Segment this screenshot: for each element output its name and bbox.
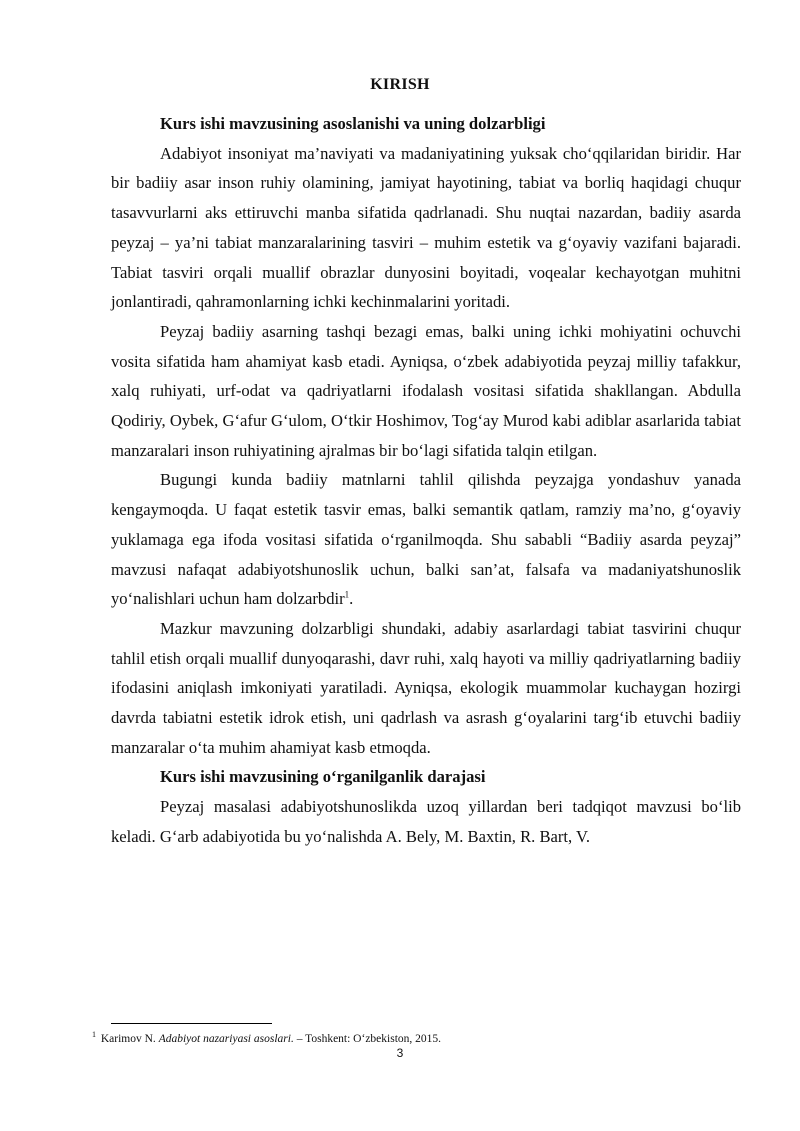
paragraph-2: Peyzaj badiiy asarning tashqi bezagi emas, balki uning ichki mohiyatini ochuvchi vosita sifatida ham ahamiyat kasb etadi. Ayniqsa, o‘zbek adabiyotida peyzaj milliy tafakkur, xalq ruhiyati, urf-odat va qadriyatlarni ifodalash vositasi sifatida shakllangan. Abdulla Qodiriy, Oybek, G‘afur G‘ulom, O‘tkir Hoshimov, Tog‘ay Murod kabi adiblar asarlarida tabiat manzaralari inson ruhiyatining ajralmas bir bo‘lagi sifatida talqin etilgan. <box>111 321 741 460</box>
section-heading-study-level: Kurs ishi mavzusining o‘rganilganlik darajasi <box>160 767 486 787</box>
page-title: KIRISH <box>370 76 430 93</box>
paragraph-4: Mazkur mavzuning dolzarbligi shundaki, adabiy asarlardagi tabiat tasvirini chuqur tahlil etish orqali muallif dunyoqarashi, davr ruhi, xalq hayoti va milliy qadriyatlarning badiiy ifodasini aniqlash imkoniyati yaratiladi. Ayniqsa, ekologik muammolar kuchaygan hozirgi davrda tabiatni estetik idrok etish, uni qadrlash va asrash g‘oyalarini targ‘ib etuvchi badiiy manzaralar o‘ta muhim ahamiyat kasb etmoqda. <box>111 618 741 757</box>
body-text <box>111 109 741 852</box>
paragraph-5: Peyzaj masalasi adabiyotshunoslikda uzoq yillardan beri tadqiqot mavzusi bo‘lib keladi. G‘arb adabiyotida bu yo‘nalishda A. Bely, M. Baxtin, R. Bart, V. <box>111 797 741 846</box>
footnote-book-title: Adabiyot nazariyasi asoslari. <box>158 1033 294 1045</box>
paragraph-3-end: . <box>349 589 354 609</box>
footnote-marker: 1 <box>92 1030 96 1040</box>
footnote-publication: – Toshkent: O‘zbekiston, 2015. <box>296 1033 442 1045</box>
page-number: 3 <box>396 1046 404 1060</box>
paragraph-1: Adabiyot insoniyat ma’naviyati va madaniyatining yuksak cho‘qqilaridan biridir. Har bir badiiy asar inson ruhiy olamining, jamiyat hayotining, tabiat va borliq haqidagi chuqur tasavvurlarni aks ettiruvchi manba sifatida qadrlanadi. Shu nuqtai nazardan, badiiy asarda peyzaj – ya’ni tabiat manzaralarining tasviri – muhim estetik va g‘oyaviy vazifani bajaradi. Tabiat tasviri orqali muallif obrazlar dunyosini boyitadi, voqealar kechayotgan muhitni jonlantiradi, qahramonlarning ichki kechinmalarini yoritadi. <box>111 143 741 312</box>
section-heading-relevance: Kurs ishi mavzusining asoslanishi va uning dolzarbligi <box>160 114 546 133</box>
footnote-reference[interactable]: 1 <box>344 589 350 600</box>
paragraph-3 <box>111 465 741 614</box>
footnote-separator <box>111 1023 272 1024</box>
paragraph-3-text: Bugungi kunda badiiy matnlarni tahlil qilishda peyzajga yondashuv yanada kengaymoqda. U faqat estetik tasvir emas, balki semantik qatlam, ramziy ma’no, g‘oyaviy yuklamaga ega ifoda vositasi sifatida o‘rganilmoqda. Shu sababli “Badiiy asarda peyzaj” mavzusi nafaqat adabiyotshunoslik uchun, balki san’at, falsafa va madaniyatshunoslik yo‘nalishlari uchun ham dolzarbdir <box>111 470 741 609</box>
footnote-author: Karimov N. <box>100 1033 156 1045</box>
footnote <box>92 1032 441 1046</box>
